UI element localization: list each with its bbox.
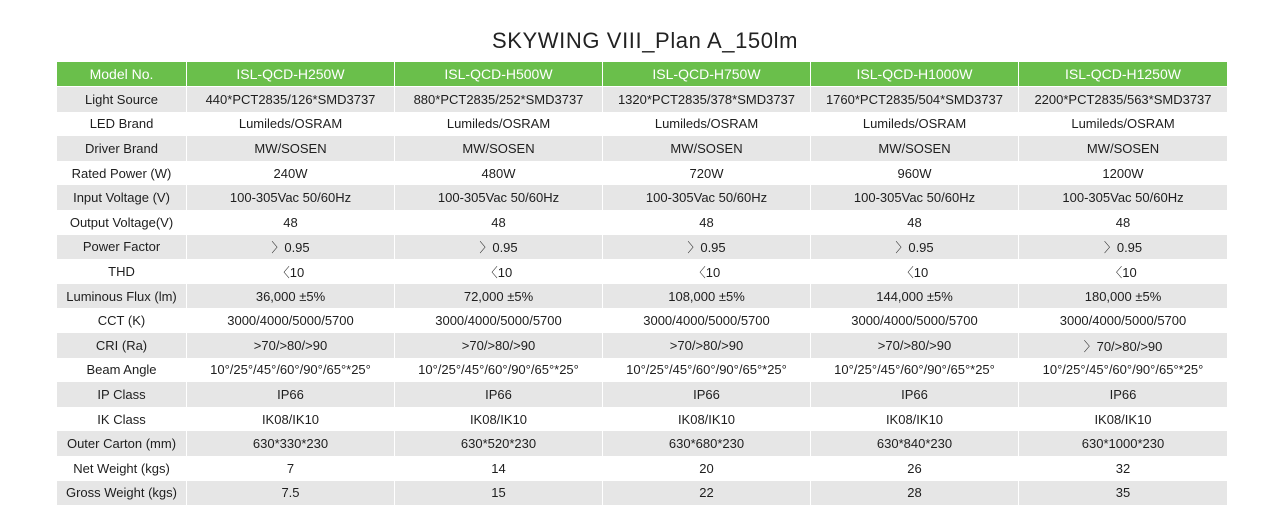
table-cell: 〈10 xyxy=(811,259,1019,284)
table-cell: 7 xyxy=(187,456,395,481)
table-cell: 440*PCT2835/126*SMD3737 xyxy=(187,87,395,112)
table-cell: Lumileds/OSRAM xyxy=(1019,112,1227,137)
table-cell: 100-305Vac 50/60Hz xyxy=(395,185,603,210)
row-label: Luminous Flux (lm) xyxy=(57,284,187,309)
table-cell: 72,000 ±5% xyxy=(395,284,603,309)
table-row xyxy=(57,284,1227,309)
table-cell: 〉0.95 xyxy=(1019,235,1227,260)
table-row xyxy=(57,308,1227,333)
table-cell: 630*330*230 xyxy=(187,431,395,456)
table-cell: IK08/IK10 xyxy=(603,407,811,432)
table-cell: 32 xyxy=(1019,456,1227,481)
row-label: CCT (K) xyxy=(57,308,187,333)
table-cell: 3000/4000/5000/5700 xyxy=(1019,308,1227,333)
table-cell: 〈10 xyxy=(395,259,603,284)
table-cell: IP66 xyxy=(395,382,603,407)
table-cell: 26 xyxy=(811,456,1019,481)
spec-table-header xyxy=(57,62,1227,87)
table-cell: 48 xyxy=(187,210,395,235)
table-row xyxy=(57,136,1227,161)
table-cell: Lumileds/OSRAM xyxy=(187,112,395,137)
row-label: CRI (Ra) xyxy=(57,333,187,358)
table-cell: 10°/25°/45°/60°/90°/65°*25° xyxy=(187,358,395,383)
table-cell: 28 xyxy=(811,481,1019,506)
table-cell: 630*680*230 xyxy=(603,431,811,456)
row-label: Outer Carton (mm) xyxy=(57,431,187,456)
table-cell: 〉70/>80/>90 xyxy=(1019,333,1227,358)
row-label: Beam Angle xyxy=(57,358,187,383)
table-cell: 7.5 xyxy=(187,481,395,506)
table-cell: 14 xyxy=(395,456,603,481)
table-row xyxy=(57,87,1227,112)
table-cell: IK08/IK10 xyxy=(1019,407,1227,432)
row-label: Power Factor xyxy=(57,235,187,260)
table-row xyxy=(57,112,1227,137)
table-cell: 10°/25°/45°/60°/90°/65°*25° xyxy=(603,358,811,383)
row-label: Gross Weight (kgs) xyxy=(57,481,187,506)
table-cell: 630*1000*230 xyxy=(1019,431,1227,456)
row-label: Rated Power (W) xyxy=(57,161,187,186)
table-cell: 36,000 ±5% xyxy=(187,284,395,309)
table-cell: 180,000 ±5% xyxy=(1019,284,1227,309)
table-cell: 3000/4000/5000/5700 xyxy=(395,308,603,333)
table-row xyxy=(57,210,1227,235)
row-label: Light Source xyxy=(57,87,187,112)
row-label: IK Class xyxy=(57,407,187,432)
table-row xyxy=(57,333,1227,358)
table-cell: >70/>80/>90 xyxy=(603,333,811,358)
table-cell: 480W xyxy=(395,161,603,186)
table-cell: IP66 xyxy=(811,382,1019,407)
table-cell: 630*520*230 xyxy=(395,431,603,456)
table-cell: 48 xyxy=(395,210,603,235)
table-cell: 630*840*230 xyxy=(811,431,1019,456)
spec-table-body xyxy=(57,87,1227,505)
table-row xyxy=(57,235,1227,260)
row-label: LED Brand xyxy=(57,112,187,137)
table-cell: 35 xyxy=(1019,481,1227,506)
table-cell: 10°/25°/45°/60°/90°/65°*25° xyxy=(1019,358,1227,383)
header-cell-model: ISL-QCD-H750W xyxy=(603,62,811,87)
table-row xyxy=(57,382,1227,407)
table-cell: 100-305Vac 50/60Hz xyxy=(1019,185,1227,210)
table-cell: IK08/IK10 xyxy=(187,407,395,432)
table-cell: 720W xyxy=(603,161,811,186)
header-cell-model: ISL-QCD-H1000W xyxy=(811,62,1019,87)
table-cell: 〈10 xyxy=(1019,259,1227,284)
table-cell: >70/>80/>90 xyxy=(187,333,395,358)
table-cell: 48 xyxy=(1019,210,1227,235)
table-cell: 100-305Vac 50/60Hz xyxy=(187,185,395,210)
table-cell: 〈10 xyxy=(187,259,395,284)
table-row xyxy=(57,407,1227,432)
table-cell: 108,000 ±5% xyxy=(603,284,811,309)
table-cell: 10°/25°/45°/60°/90°/65°*25° xyxy=(811,358,1019,383)
table-cell: MW/SOSEN xyxy=(1019,136,1227,161)
table-cell: 3000/4000/5000/5700 xyxy=(187,308,395,333)
table-cell: 1200W xyxy=(1019,161,1227,186)
table-cell: 240W xyxy=(187,161,395,186)
table-cell: IK08/IK10 xyxy=(811,407,1019,432)
table-cell: Lumileds/OSRAM xyxy=(603,112,811,137)
table-cell: 1320*PCT2835/378*SMD3737 xyxy=(603,87,811,112)
table-cell: 100-305Vac 50/60Hz xyxy=(811,185,1019,210)
table-cell: MW/SOSEN xyxy=(187,136,395,161)
table-cell: 2200*PCT2835/563*SMD3737 xyxy=(1019,87,1227,112)
table-cell: 1760*PCT2835/504*SMD3737 xyxy=(811,87,1019,112)
table-cell: IP66 xyxy=(1019,382,1227,407)
page-title: SKYWING VIII_Plan A_150lm xyxy=(491,28,799,53)
table-row xyxy=(57,481,1227,506)
table-cell: 22 xyxy=(603,481,811,506)
table-cell: IP66 xyxy=(187,382,395,407)
table-cell: IP66 xyxy=(603,382,811,407)
table-cell: 3000/4000/5000/5700 xyxy=(603,308,811,333)
table-cell: 880*PCT2835/252*SMD3737 xyxy=(395,87,603,112)
header-cell-model-no: Model No. xyxy=(57,62,187,87)
table-row xyxy=(57,161,1227,186)
spec-table xyxy=(57,62,1227,505)
table-row xyxy=(57,259,1227,284)
table-cell: 20 xyxy=(603,456,811,481)
table-cell: 15 xyxy=(395,481,603,506)
row-label: Driver Brand xyxy=(57,136,187,161)
table-cell: 48 xyxy=(603,210,811,235)
table-cell: 10°/25°/45°/60°/90°/65°*25° xyxy=(395,358,603,383)
table-row xyxy=(57,456,1227,481)
header-cell-model: ISL-QCD-H500W xyxy=(395,62,603,87)
table-cell: Lumileds/OSRAM xyxy=(395,112,603,137)
table-cell: Lumileds/OSRAM xyxy=(811,112,1019,137)
table-cell: IK08/IK10 xyxy=(395,407,603,432)
header-cell-model: ISL-QCD-H1250W xyxy=(1019,62,1227,87)
table-cell: 48 xyxy=(811,210,1019,235)
table-cell: 〈10 xyxy=(603,259,811,284)
table-cell: 3000/4000/5000/5700 xyxy=(811,308,1019,333)
row-label: Output Voltage(V) xyxy=(57,210,187,235)
table-cell: 〉0.95 xyxy=(811,235,1019,260)
table-cell: >70/>80/>90 xyxy=(395,333,603,358)
table-cell: 960W xyxy=(811,161,1019,186)
table-cell: 〉0.95 xyxy=(603,235,811,260)
table-cell: >70/>80/>90 xyxy=(811,333,1019,358)
table-cell: 100-305Vac 50/60Hz xyxy=(603,185,811,210)
row-label: Net Weight (kgs) xyxy=(57,456,187,481)
table-cell: 144,000 ±5% xyxy=(811,284,1019,309)
table-row xyxy=(57,431,1227,456)
table-row xyxy=(57,358,1227,383)
table-row xyxy=(57,185,1227,210)
row-label: IP Class xyxy=(57,382,187,407)
table-cell: MW/SOSEN xyxy=(603,136,811,161)
header-row xyxy=(57,62,1227,87)
row-label: THD xyxy=(57,259,187,284)
table-cell: 〉0.95 xyxy=(187,235,395,260)
table-cell: MW/SOSEN xyxy=(811,136,1019,161)
table-cell: 〉0.95 xyxy=(395,235,603,260)
header-cell-model: ISL-QCD-H250W xyxy=(187,62,395,87)
row-label: Input Voltage (V) xyxy=(57,185,187,210)
table-cell: MW/SOSEN xyxy=(395,136,603,161)
